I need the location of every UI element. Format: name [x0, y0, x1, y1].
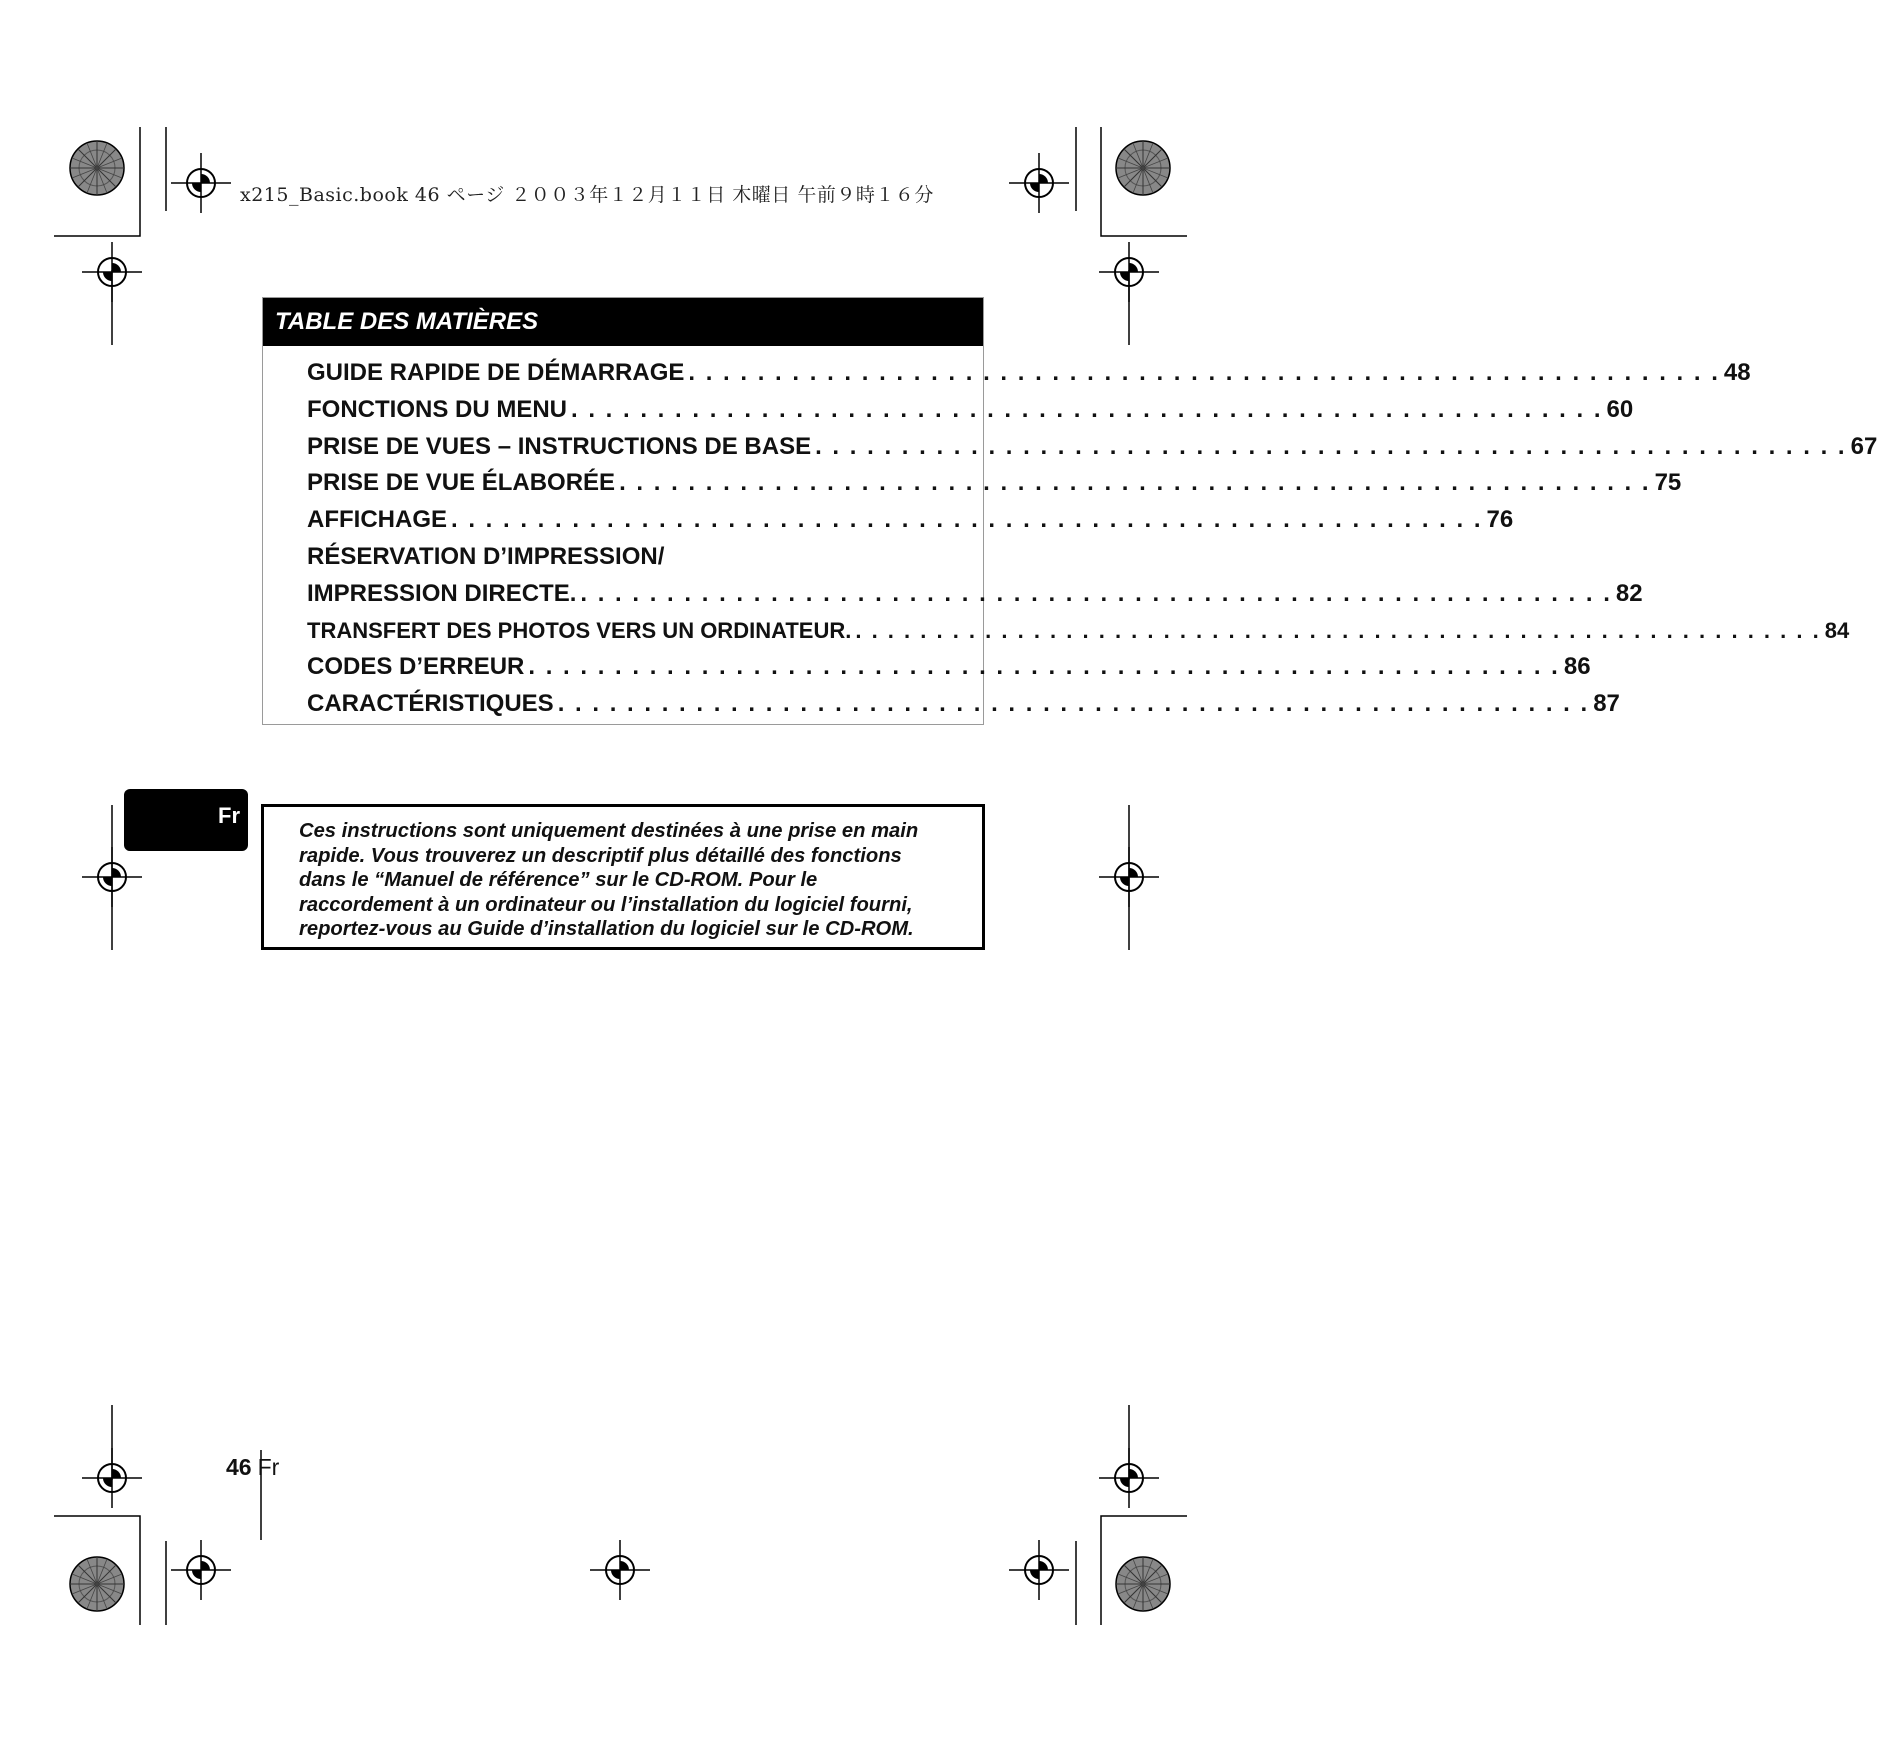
page-footer — [226, 1454, 279, 1481]
toc-entry[interactable] — [307, 392, 1634, 429]
dot-leader: . . . . . . . . . . . . . . . . . . . . . . . . . . . . . . . . . . . . . . . . . . . . . . . . . . . . . . . . . . . . — [688, 359, 1720, 386]
toc-entry[interactable] — [307, 686, 1620, 723]
note-line: rapide. Vous trouverez un descriptif plus détaillé des fonctions — [299, 844, 902, 867]
toc-entry-page: 76 — [1486, 506, 1514, 534]
registration-mark — [82, 242, 142, 302]
toc-entry[interactable] — [307, 539, 943, 576]
note-box — [261, 804, 985, 950]
registration-mark — [1099, 1448, 1159, 1508]
registration-mark — [1009, 153, 1069, 213]
note-line: Ces instructions sont uniquement destinées à une prise en main — [299, 820, 919, 842]
dot-leader: . . . . . . . . . . . . . . . . . . . . . . . . . . . . . . . . . . . . . . . . . . . . . . . . . . . . . . . . . . . . — [855, 617, 1821, 643]
toc-entry-title: FONCTIONS DU MENU — [307, 395, 567, 423]
language-tab: Fr — [124, 789, 248, 851]
dot-leader: . . . . . . . . . . . . . . . . . . . . . . . . . . . . . . . . . . . . . . . . . . . . . . . . . . . . . . . . . . . . — [619, 469, 1651, 497]
toc-entry[interactable] — [307, 613, 1850, 650]
toc-entry-page: 82 — [1615, 579, 1643, 607]
toc-entry-title: TRANSFERT DES PHOTOS VERS UN ORDINATEUR. — [307, 617, 852, 643]
registration-mark — [1099, 847, 1159, 907]
toc-entry-page: 60 — [1606, 395, 1634, 423]
dot-leader: . . . . . . . . . . . . . . . . . . . . . . . . . . . . . . . . . . . . . . . . . . . . . . . . . . . . . . . . . . . . — [580, 579, 1612, 607]
registration-mark — [1009, 1540, 1069, 1600]
registration-mark — [82, 1448, 142, 1508]
toc-entry[interactable] — [307, 649, 1591, 686]
registration-mark — [590, 1540, 650, 1600]
toc-entry-page: 86 — [1563, 653, 1591, 681]
toc-entry-title: RÉSERVATION D’IMPRESSION/ — [307, 542, 665, 570]
toc-entry-page: 67 — [1850, 432, 1877, 460]
registration-mark — [171, 1540, 231, 1600]
toc-entry-title: GUIDE RAPIDE DE DÉMARRAGE — [307, 359, 685, 386]
toc-entry-title: PRISE DE VUES – INSTRUCTIONS DE BASE — [307, 432, 812, 460]
toc-entry-title: IMPRESSION DIRECTE. — [307, 579, 577, 607]
registration-mark — [171, 153, 231, 213]
star-target-top-right — [1116, 141, 1170, 195]
toc-entry-title: CODES D’ERREUR — [307, 653, 525, 681]
toc-entry[interactable] — [307, 502, 1514, 539]
toc-entry[interactable] — [307, 429, 1877, 466]
toc-entry-title: PRISE DE VUE ÉLABORÉE — [307, 469, 616, 497]
toc-entry-title: CARACTÉRISTIQUES — [307, 690, 554, 718]
dot-leader: . . . . . . . . . . . . . . . . . . . . . . . . . . . . . . . . . . . . . . . . . . . . . . . . . . . . . . . . . . . . — [451, 506, 1483, 534]
toc-entry[interactable] — [307, 355, 1751, 392]
table-of-contents — [262, 297, 1877, 725]
toc-heading: TABLE DES MATIÈRES — [263, 298, 983, 346]
toc-entry-page: 48 — [1723, 359, 1751, 386]
toc-entry[interactable] — [307, 576, 1643, 613]
star-target-bottom-right — [1116, 1557, 1170, 1611]
note-line: raccordement à un ordinateur ou l’installation du logiciel fourni, — [299, 893, 913, 916]
dot-leader: . . . . . . . . . . . . . . . . . . . . . . . . . . . . . . . . . . . . . . . . . . . . . . . . . . . . . . . . . . . . — [571, 395, 1603, 423]
dot-leader: . . . . . . . . . . . . . . . . . . . . . . . . . . . . . . . . . . . . . . . . . . . . . . . . . . . . . . . . . . . . — [557, 690, 1590, 718]
toc-entry-page: 75 — [1654, 469, 1682, 497]
registration-mark — [82, 847, 142, 907]
star-target-bottom-left — [70, 1557, 124, 1611]
dot-leader: . . . . . . . . . . . . . . . . . . . . . . . . . . . . . . . . . . . . . . . . . . . . . . . . . . . . . . . . . . . . — [528, 653, 1560, 681]
note-line: dans le “Manuel de référence” sur le CD-ROM. Pour le — [299, 869, 818, 892]
toc-entry-page: 84 — [1824, 617, 1850, 643]
toc-entry[interactable] — [307, 465, 1682, 502]
page-number: 46 — [226, 1454, 252, 1480]
toc-entry-page: 87 — [1593, 690, 1620, 718]
registration-mark — [1099, 242, 1159, 302]
note-line: reportez-vous au Guide d’installation du logiciel sur le CD-ROM. — [299, 918, 914, 941]
dot-leader: . . . . . . . . . . . . . . . . . . . . . . . . . . . . . . . . . . . . . . . . . . . . . . . . . . . . . . . . . . . . — [815, 432, 1847, 460]
footer-language: Fr — [257, 1454, 280, 1480]
print-slug: x215_Basic.book 46 ページ ２００３年１２月１１日 木曜日 午前９時１６分 — [240, 184, 934, 206]
star-target-top-left — [70, 141, 124, 195]
toc-list — [307, 355, 1877, 723]
toc-entry-title: AFFICHAGE — [307, 506, 447, 534]
